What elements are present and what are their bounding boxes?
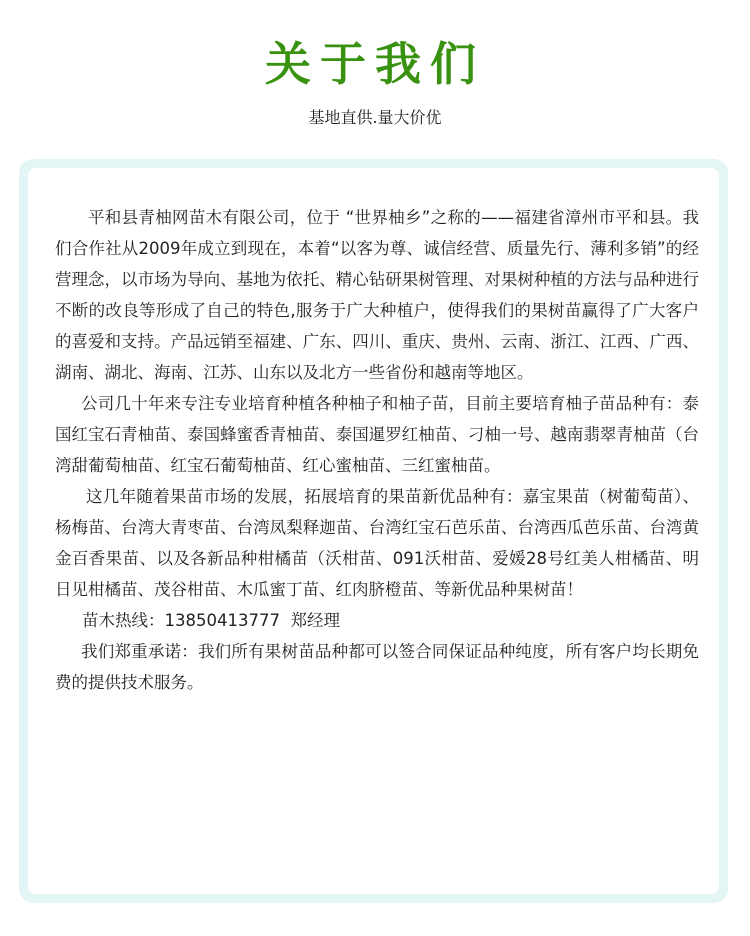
page-subtitle: 基地直供.量大价优 — [308, 108, 442, 127]
pomelo-varieties-paragraph: 公司几十年来专注专业培育种植各种柚子和柚子苗，目前主要培育柚子苗品种有：泰国红宝石青柚苗、泰国蜂蜜香青柚苗、泰国暹罗红柚苗、刁柚一号、越南翡翠青柚苗（台湾甜葡萄柚苗、红宝石葡萄柚苗、红心蜜柚苗、三红蜜柚苗。 — [55, 394, 699, 475]
page-title: 关于我们 — [265, 37, 485, 91]
about-card — [19, 159, 728, 903]
new-varieties-paragraph: 这几年随着果苗市场的发展，拓展培育的果苗新优品种有：嘉宝果苗（树葡萄苗）、杨梅苗、台湾大青枣苗、台湾凤梨释迦苗、台湾红宝石芭乐苗、台湾西瓜芭乐苗、台湾黄金百香果苗、以及各新品种柑橘苗（沃柑苗、091沃柑苗、爱媛28号红美人柑橘苗、明日见柑橘苗、茂谷柑苗、木瓜蜜丁苗、红肉脐橙苗、等新优品种果树苗！ — [55, 487, 699, 599]
promise-paragraph: 我们郑重承诺：我们所有果树苗品种都可以签合同保证品种纯度，所有客户均长期免费的提供技术服务。 — [55, 642, 699, 692]
about-card-body — [28, 168, 719, 894]
intro-paragraph: 平和县青柚网苗木有限公司，位于 “世界柚乡”之称的——福建省漳州市平和县。我们合作社从2009年成立到现在，本着“以客为尊、诚信经营、质量先行、薄利多销”的经营理念，以市场为导向、基地为依托、精心钻研果树管理、对果树种植的方法与品种进行不断的改良等形成了自己的特色,服务于广大种植户，使得我们的果树苗赢得了广大客户的喜爱和支持。产品远销至福建、广东、四川、重庆、贵州、云南、浙江、江西、广西、湖南、湖北、海南、江苏、山东以及北方一些省份和越南等地区。 — [55, 208, 699, 382]
hotline-text: 苗木热线：13850413777 郑经理 — [82, 611, 340, 630]
